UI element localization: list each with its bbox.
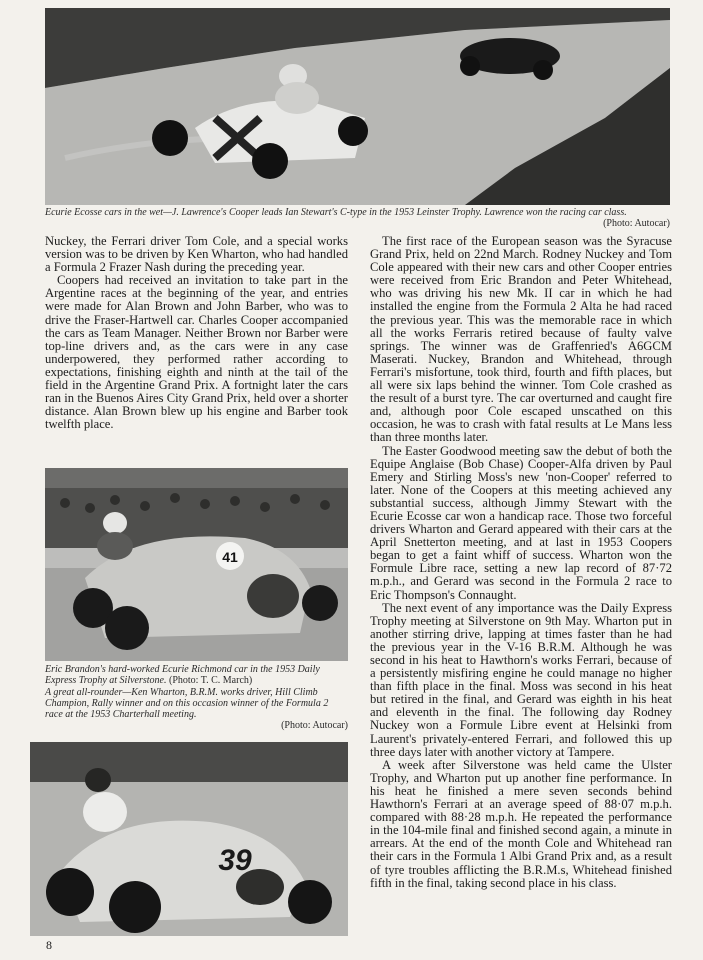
bottom-car-number: 39 — [218, 844, 252, 877]
bottom-photo-image — [30, 742, 348, 936]
middle-car-number: 41 — [222, 549, 238, 565]
right-paragraph-1: The first race of the European season was the Syracuse Grand Prix, held on 22nd March. Rodney Nuckey and Tom Cole appeared with their new cars and other Cooper entries were received from Eric Brandon and Peter Whitehead, who was driving his new Mk. II car in which he had installed the engine from the Formula 2 Alta he had raced the previous year. This was the memorable race in which all the works Ferraris retired because of faulty valve springs. The winner was de Graffenried's A6GCM Maserati. Nuckey, Brandon and Whitehead, through Ferrari's misfortune, took third, fourth and fifth places, but all were six laps behind the winner. Tom Cole crashed as the result of a burst tyre. The car overturned and caught fire and, although poor Cole escaped unscathed on this occasion, he was to crash with fatal results at Le Mans less than three months later. — [370, 234, 672, 445]
middle-photo-caption-text: Eric Brandon's hard-worked Ecurie Richmond car in the 1953 Daily Express Trophy at Silverstone. — [45, 664, 320, 686]
right-paragraph-3: The next event of any importance was the Daily Express Trophy meeting at Silverstone on 9th May. Wharton put in another stirring drive, lapping at times faster than he had the previous year in the V-16 B.R.M. Although he was second in his heat to Hawthorn's works Ferrari, because of a persistently misfiring engine he could manage no higher than fifth place in the final. Moss was second in his heat but retired in the final, and Gerard was eighth in his heat and eleventh in the final. The following day Rodney Nuckey won a Formule Libre event at Helsinki from Laurent's privately-entered Ferrari, and followed this up three days later with another victory at Tampere. — [370, 600, 672, 759]
bottom-photo — [30, 742, 348, 936]
bottom-photo-caption-text: A great all-rounder—Ken Wharton, B.R.M. works driver, Hill Climb Champion, Rally winner and on this occasion winner of the Formula 2 race at the 1953 Charterhall meeting. — [45, 687, 329, 720]
right-paragraph-2: The Easter Goodwood meeting saw the debut of both the Equipe Anglaise (Bob Chase) Cooper-Alfa driven by Paul Emery and Stirling Moss's new 'non-Cooper' referred to later. None of the Coopers at this meeting achieved any substantial success, although Jimmy Stewart with the Ecurie Ecosse car won a handicap race. Those two forceful drivers Wharton and Gerard appeared with their cars at the April Snetterton meeting, and at last in 1953 Coopers began to get a faint whiff of success. Wharton won the Formule Libre race, setting a new lap record of 87·72 m.p.h., and Gerard was second in the Formula 2 race to Eric Thompson's Connaught. — [370, 443, 672, 602]
left-paragraph-1: Nuckey, the Ferrari driver Tom Cole, and a special works version was to be driven by Ken Wharton, who had handled a Formula 2 Frazer Nash during the preceding year. — [45, 234, 348, 275]
top-photo-caption — [45, 207, 670, 229]
left-paragraph-2: Coopers had received an invitation to take part in the Argentine races at the beginning of the year, and entries were made for Alan Brown and John Barber, who was to drive the Fraser-Hartwell car. Charles Cooper accompanied the cars as Team Manager. Neither Brown nor Barber were top-line drivers and, as the cars were in any case underpowered, they performed rather according to expectations, finishing eighth and ninth at the tail of the field in the Argentine Grand Prix. A fortnight later the cars ran in the Buenos Aires City Grand Prix, held over a shorter distance. Alan Brown blew up his engine and Barber took twelfth place. — [45, 273, 348, 432]
right-paragraph-4: A week after Silverstone was held came the Ulster Trophy, and Wharton put up another fine performance. In his heat he finished a mere seven seconds behind Hawthorn's Ferrari at an average speed of 88·07 m.p.h. compared with 88·28 m.p.h. He repeated the performance in the 104-mile final and finished second again, a minute in arrears. At the end of the month Cole and Whitehead ran their cars in the Formula 1 Albi Grand Prix and, as a result of tyre troubles afflicting the B.R.M.s, Whitehead finished fifth in the final, taking second place in his class. — [370, 757, 672, 890]
top-photo-caption-text: Ecurie Ecosse cars in the wet—J. Lawrence's Cooper leads Ian Stewart's C-type in the 1953 Leinster Trophy. Lawrence won the racing car class. — [45, 207, 627, 218]
top-photo — [45, 8, 670, 205]
middle-photo-caption — [45, 664, 348, 686]
middle-photo — [45, 468, 348, 661]
left-column — [45, 235, 348, 431]
page-number: 8 — [46, 938, 52, 952]
top-photo-credit: (Photo: Autocar) — [603, 218, 670, 229]
top-photo-image — [45, 8, 670, 205]
bottom-photo-caption — [45, 687, 348, 731]
middle-photo-credit: (Photo: T. C. March) — [168, 675, 253, 686]
right-column — [370, 235, 672, 890]
bottom-photo-credit: (Photo: Autocar) — [281, 720, 348, 731]
middle-photo-image — [45, 468, 348, 661]
